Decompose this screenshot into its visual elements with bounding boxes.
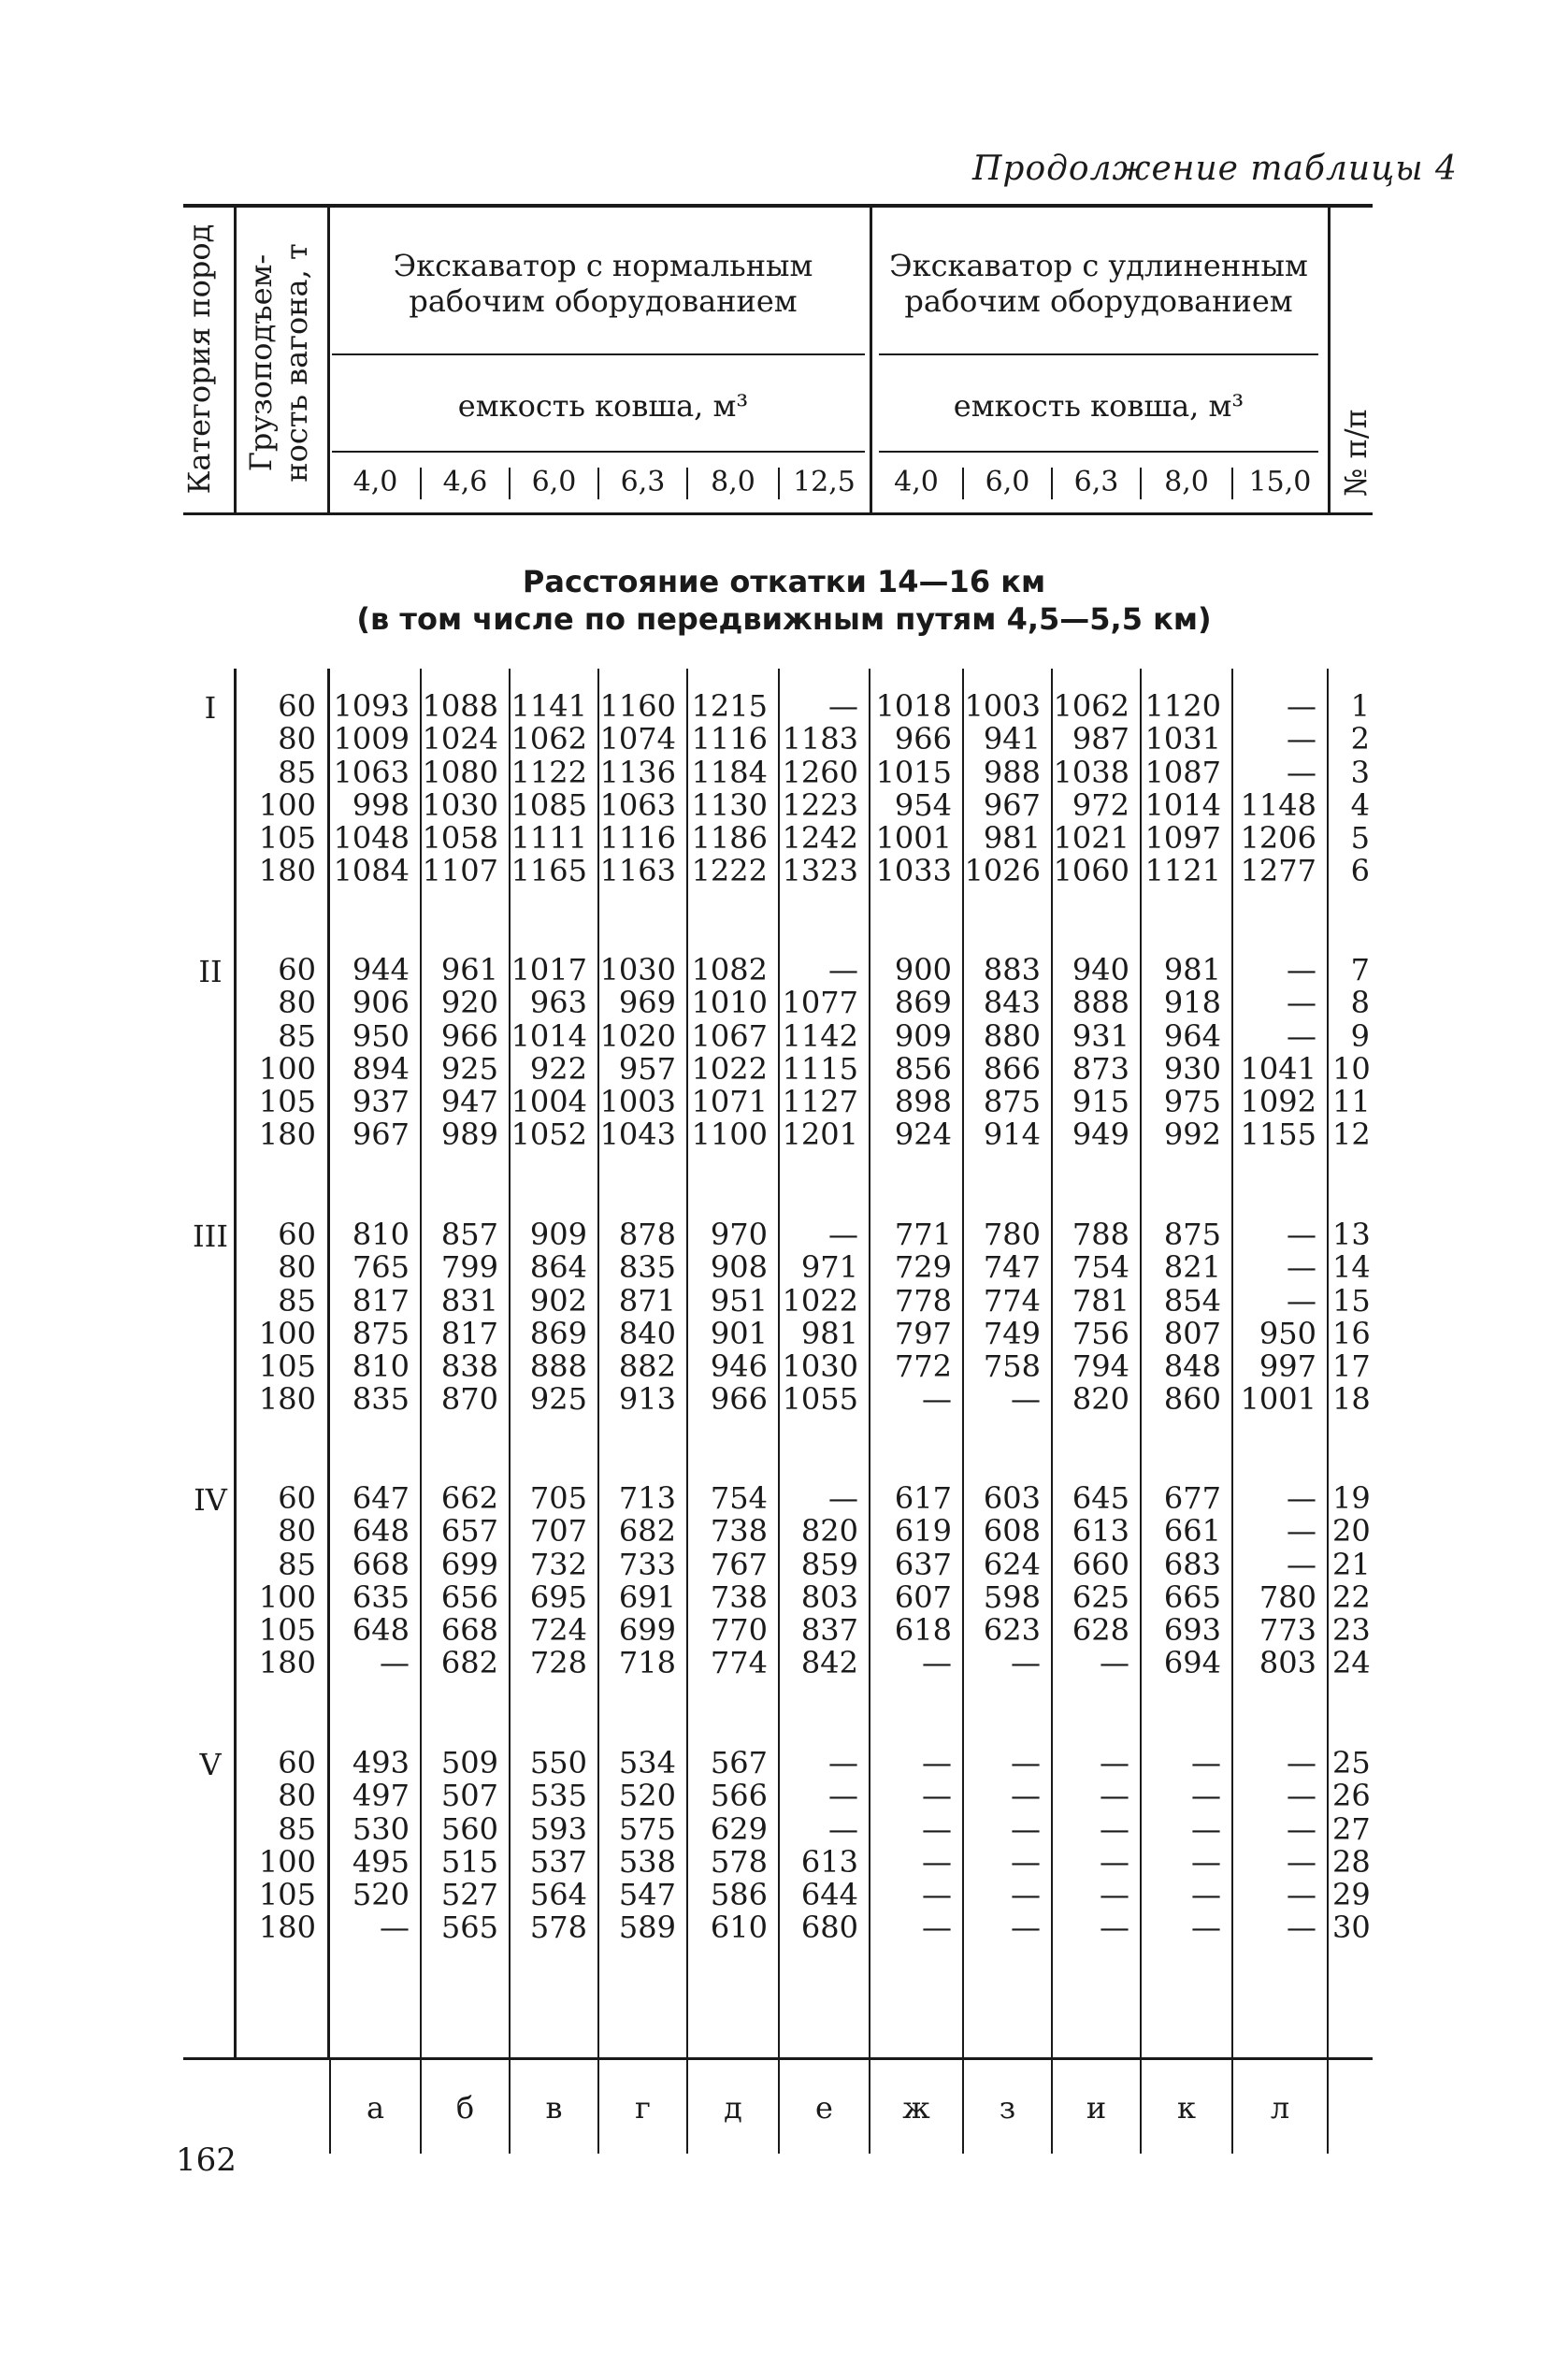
value-cell: — 1077 1142 1115 1127 1201 [782,952,858,1153]
column-letter: б [455,2090,475,2126]
footer-column-separator [329,2060,331,2154]
value-cell: — 820 859 803 837 842 [800,1480,858,1681]
header-row-number: № п/п [1338,409,1374,497]
value-cell: — — — 780 773 803 [1259,1480,1316,1681]
header-category: Категория пород [181,223,217,495]
value-cell: 771 729 778 797 772 — [894,1217,952,1418]
value-cell: 810 765 817 875 810 835 [352,1217,410,1418]
value-cell: 1088 1024 1080 1030 1058 1107 [422,688,498,889]
header-group-normal: Экскаватор с нормальным рабочим оборудованием [393,248,813,319]
bucket-capacity-value: 6,0 [531,466,577,498]
body-vline-1 [234,669,237,2057]
value-cell: 878 835 871 840 882 913 [618,1217,676,1418]
page-number: 162 [176,2141,237,2179]
value-cell: — 1183 1260 1223 1242 1323 [782,688,858,889]
value-cell: 970 908 951 901 946 966 [710,1217,768,1418]
value-cell: — — — 1041 1092 1155 [1240,952,1316,1153]
footer-column-separator [1140,2060,1142,2154]
row-number-cell: 13 14 15 16 17 18 [1332,1217,1371,1418]
footer-column-separator [686,2060,688,2154]
value-cell: — — — — — — [922,1745,952,1946]
column-letter: к [1177,2090,1196,2126]
value-cell: 567 566 629 578 586 610 [710,1745,768,1946]
value-cell: 944 906 950 894 937 967 [352,952,410,1153]
category-label: V [199,1747,222,1782]
footer-column-separator [597,2060,599,2154]
row-number-cell: 19 20 21 22 23 24 [1332,1480,1371,1681]
column-letter: а [366,2090,385,2126]
value-cell: — — — — — — [1100,1745,1129,1946]
value-cell: — — — — — — [1191,1745,1221,1946]
header-capacity-text: Грузоподъем-ность вагона, т [243,243,314,483]
value-cell: 645 613 660 625 628 — [1072,1480,1129,1681]
footer-column-separator [1051,2060,1053,2154]
category-label: III [193,1218,228,1254]
footer-column-separator [962,2060,964,2154]
value-cell: 1082 1010 1067 1022 1071 1100 [691,952,768,1153]
wagon-capacity-cell: 60 80 85 100 105 180 [258,952,316,1153]
header-caps-rule-extended [879,451,1318,453]
column-letter: л [1270,2090,1290,2126]
value-cell: 603 608 624 598 623 — [983,1480,1041,1681]
value-cell: 1030 969 1020 957 1003 1043 [599,952,676,1153]
header-vline-4 [1328,208,1331,514]
footer-column-separator [1327,2060,1329,2154]
value-cell: 1093 1009 1063 998 1048 1084 [333,688,410,889]
category-label: II [198,954,223,989]
value-cell: 875 821 854 807 848 860 [1163,1217,1221,1418]
column-letter: д [724,2090,742,2126]
bucket-capacity-value: 4,6 [442,466,488,498]
column-letter: г [635,2090,651,2126]
bucket-capacity-value: 4,0 [352,466,398,498]
footer-column-separator [869,2060,870,2154]
value-cell: — — — — — — [1287,1745,1316,1946]
value-cell: 940 888 931 873 915 949 [1072,952,1129,1153]
value-cell: 1017 963 1014 922 1004 1052 [511,952,587,1153]
table-top-rule [183,204,1373,208]
value-cell: 857 799 831 817 838 870 [440,1217,498,1418]
column-letter: в [545,2090,563,2126]
header-group-extended: Экскаватор с удлиненным рабочим оборудованием [889,248,1308,319]
value-cell: 677 661 683 665 693 694 [1163,1480,1221,1681]
value-cell: 1160 1074 1136 1063 1116 1163 [599,688,676,889]
body-column-separator [1327,669,1329,2057]
value-cell: 883 843 880 866 875 914 [983,952,1041,1153]
category-label: IV [194,1482,227,1518]
column-letter: е [815,2090,833,2126]
value-cell: 788 754 781 756 794 820 [1072,1217,1129,1418]
value-cell: 1120 1031 1087 1014 1097 1121 [1144,688,1221,889]
value-cell: — — — — — — [1011,1745,1041,1946]
value-cell: 1141 1062 1122 1085 1111 1165 [511,688,587,889]
value-cell: 550 535 593 537 564 578 [529,1745,587,1946]
footer-column-separator [1231,2060,1233,2154]
row-number-cell: 7 8 9 10 11 12 [1332,952,1371,1153]
value-cell: 662 657 699 656 668 682 [440,1480,498,1681]
footer-column-separator [420,2060,422,2154]
bucket-capacity-value: 6,3 [620,466,666,498]
column-letter: ж [902,2090,930,2126]
value-cell: 1062 987 1038 972 1021 1060 [1053,688,1129,889]
value-cell: 900 869 909 856 898 924 [894,952,952,1153]
value-cell: 1003 941 988 967 981 1026 [964,688,1041,889]
row-number-cell: 25 26 27 28 29 30 [1332,1745,1371,1946]
column-letter: з [999,2090,1016,2126]
bucket-capacity-value: 8,0 [1164,466,1209,498]
row-number-cell: 1 2 3 4 5 6 [1350,688,1370,889]
bucket-capacity-value: 4,0 [894,466,939,498]
header-vline-1 [234,208,237,514]
value-cell: 493 497 530 495 520 — [352,1745,410,1946]
section-title-note: (в том числе по передвижным путям 4,5—5,5 км) [356,601,1212,637]
bucket-capacity-value: 6,3 [1073,466,1119,498]
category-label: I [204,690,217,726]
value-cell: 1018 966 1015 954 1001 1033 [875,688,952,889]
value-cell: 509 507 560 515 527 565 [440,1745,498,1946]
header-mid-rule-normal [332,353,865,355]
header-mid-rule-extended [879,353,1318,355]
footer-column-separator [778,2060,780,2154]
header-caps-rule-normal [332,451,865,453]
continuation-caption: Продолжение таблицы 4 [972,150,1458,188]
bucket-capacity-value: 6,0 [985,466,1030,498]
value-cell: 961 920 966 925 947 989 [440,952,498,1153]
value-cell: — — — 950 997 1001 [1240,1217,1316,1418]
value-cell: 705 707 732 695 724 728 [529,1480,587,1681]
header-bucket-extended: емкость ковша, м³ [953,388,1244,424]
value-cell: 754 738 767 738 770 774 [710,1480,768,1681]
footer-column-separator [509,2060,511,2154]
value-cell: 909 864 902 869 888 925 [529,1217,587,1418]
value-cell: 617 619 637 607 618 — [894,1480,952,1681]
value-cell: 780 747 774 749 758 — [983,1217,1041,1418]
header-capacity [243,223,318,503]
bucket-capacity-value: 12,5 [793,466,856,498]
value-cell: — 971 1022 981 1030 1055 [782,1217,858,1418]
value-cell: 981 918 964 930 975 992 [1163,952,1221,1153]
value-cell: — — — 1148 1206 1277 [1240,688,1316,889]
table-header-bottom-rule [183,512,1373,515]
wagon-capacity-cell: 60 80 85 100 105 180 [258,1480,316,1681]
bucket-capacity-value: 8,0 [711,466,755,498]
wagon-capacity-cell: 60 80 85 100 105 180 [258,1217,316,1418]
section-title-distance: Расстояние откатки 14—16 км [522,564,1046,599]
bucket-capacity-value: 15,0 [1248,466,1312,498]
value-cell: 713 682 733 691 699 718 [618,1480,676,1681]
wagon-capacity-cell: 60 80 85 100 105 180 [258,688,316,889]
value-cell: 534 520 575 538 547 589 [618,1745,676,1946]
value-cell: 1215 1116 1184 1130 1186 1222 [691,688,768,889]
value-cell: — — — 613 644 680 [800,1745,858,1946]
column-letter: и [1086,2090,1107,2126]
wagon-capacity-cell: 60 80 85 100 105 180 [258,1745,316,1946]
value-cell: 647 648 668 635 648 — [352,1480,410,1681]
header-bucket-normal: емкость ковша, м³ [457,388,749,424]
